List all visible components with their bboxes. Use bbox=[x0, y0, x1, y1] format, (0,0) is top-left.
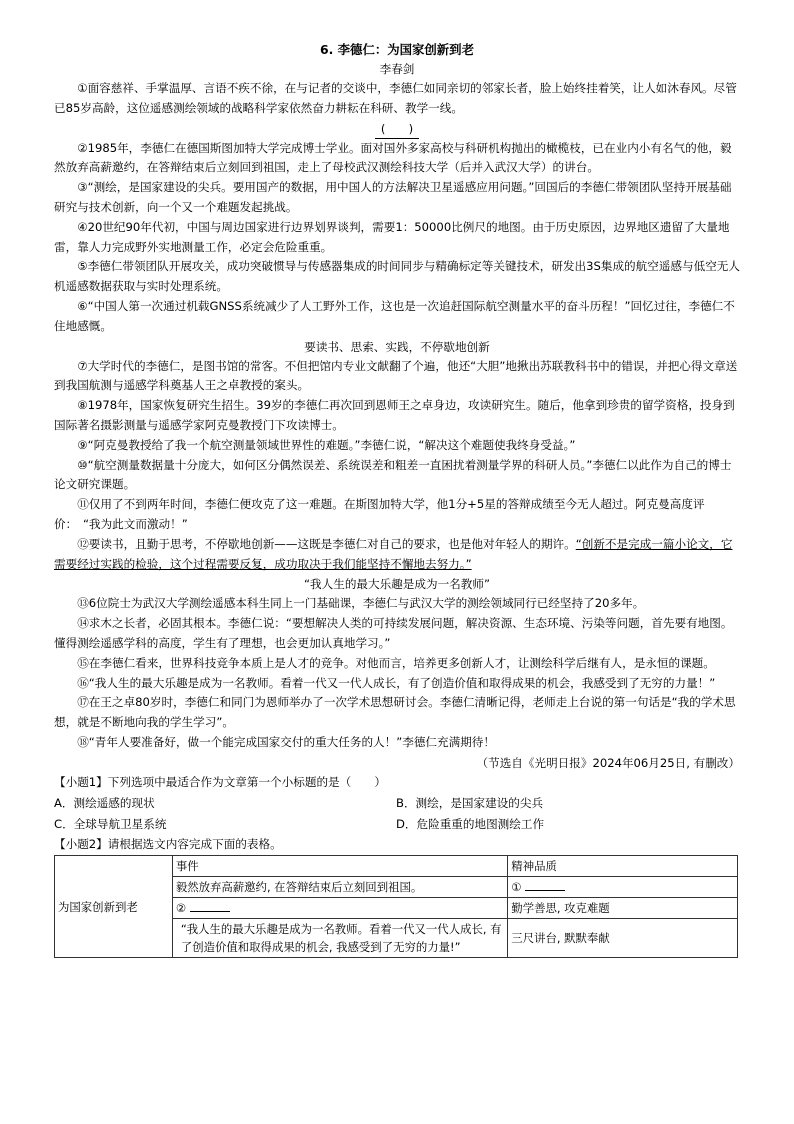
paragraph-15: ⑮在李德仁看来，世界科技竞争本质上是人才的竞争。对他而言，培养更多创新人才，让测绘科学后继有人，是永恒的课题。 bbox=[77, 655, 715, 670]
paragraph-14: ⑭求木之长者，必固其根本。李德仁说：“要想解决人类的可持续发展问题，解决资源、生态环境、污染等问题，首先要有地图。懂得测绘遥感学科的高度，学生有了理想，也会更加认真地学习。” bbox=[54, 616, 733, 650]
table-row-header: 为国家创新到老 bbox=[55, 856, 173, 958]
underlined-quote: “创新不是完成一篇小论文，它需要经过实践的检验，这个过程需要反复，成功取决于我们能坚持不懈地去努力。” bbox=[54, 536, 733, 571]
paragraph-3: ③“测绘，是国家建设的尖兵。要用国产的数据，用中国人的方法解决卫星遥感应用问题。”回国后的李德仁带领团队坚持开展基础研究与技术创新，向一个又一个难题发起挑战。 bbox=[54, 180, 732, 214]
article-author: 李春剑 bbox=[379, 62, 415, 76]
blank-1-label: ① bbox=[511, 880, 522, 895]
article-title: 6. 李德仁：为国家创新到老 bbox=[320, 42, 474, 57]
blank-1-line bbox=[525, 878, 565, 891]
paragraph-13: ⑬6位院士为武汉大学测绘遥感本科生同上一门基础课，李德仁与武汉大学的测绘领域同行已经坚持了20多年。 bbox=[77, 596, 645, 611]
blank-2-line bbox=[190, 899, 230, 912]
paragraph-9: ⑨“阿克曼教授给了我一个航空测量领域世界性的难题。”李德仁说，“解决这个难题使我终身受益。” bbox=[77, 437, 576, 452]
subheading-3: “我人生的最大乐趣是成为一名教师” bbox=[304, 577, 490, 592]
question-1: 【小题1】下列选项中最适合作为文章第一个小标题的是（ ） bbox=[54, 774, 387, 789]
paragraph-10: ⑩“航空测量数据量十分庞大，如何区分偶然误差、系统误差和粗差一直困扰着测量学界的科研人员。”李德仁以此作为自己的博士论文研究课题。 bbox=[54, 457, 732, 492]
option-b[interactable]: B．测绘，是国家建设的尖兵 bbox=[396, 795, 544, 810]
paragraph-12 bbox=[54, 535, 740, 575]
paragraph-7: ⑦大学时代的李德仁，是图书馆的常客。不但把馆内专业文献翻了个遍，他还“大胆”地揪出苏联教科书中的错误，并把心得文章送到我国航测与遥感学科奠基人王之卓教授的案头。 bbox=[54, 358, 738, 393]
paragraph-6: ⑥“中国人第一次通过机载GNSS系统减少了人工野外工作，这也是一次追赶国际航空测量水平的奋斗历程！”回忆过往，李德仁不住地感慨。 bbox=[54, 298, 735, 333]
blank-2-label: ② bbox=[175, 901, 187, 916]
table-event-1: 毅然放弃高薪邀约, 在答辩结束后立刻回到祖国。 bbox=[172, 877, 507, 898]
article-source: （节选自《光明日报》2024年06月25日, 有删改） bbox=[476, 755, 740, 770]
blank-subheading-text: ( ) bbox=[375, 121, 419, 139]
question-1-options bbox=[54, 793, 740, 835]
paragraph-4: ④20世纪90年代初，中国与周边国家进行边界划界谈判，需要1：50000比例尺的地图。由于历史原因，边界地区遗留了大量地雷，靠人力完成野外实地测量工作，必定会危险重重。 bbox=[54, 219, 730, 254]
table-quality-1-blank[interactable] bbox=[508, 877, 738, 898]
table-event-2-blank[interactable] bbox=[172, 898, 507, 919]
worksheet-page bbox=[54, 40, 740, 958]
option-d[interactable]: D．危险重重的地图测绘工作 bbox=[396, 816, 545, 831]
option-a[interactable]: A．测绘遥感的现状 bbox=[54, 795, 155, 810]
answer-table bbox=[54, 855, 738, 958]
table-header-event: 事件 bbox=[172, 856, 507, 877]
paragraph-1: ①面容慈祥、手掌温厚、言语不疾不徐，在与记者的交谈中，李德仁如同亲切的邻家长者，脸上始终挂着笑，让人如沐春风。尽管已85岁高龄，这位遥感测绘领域的战略科学家依然奋力耕耘在科研、教学一线。 bbox=[54, 81, 737, 115]
question-2: 【小题2】请根据选文内容完成下面的表格。 bbox=[54, 836, 282, 851]
blank-subheading bbox=[54, 119, 740, 139]
paragraph-8: ⑧1978年，国家恢复研究生招生。39岁的李德仁再次回到恩师王之卓身边，攻读研究生。随后，他拿到珍贵的留学资格，投身到国际著名摄影测量与遥感学家阿克曼教授门下攻读博士。 bbox=[54, 398, 735, 432]
paragraph-5: ⑤李德仁带领团队开展攻关，成功突破惯导与传感器集成的时间同步与精确标定等关键技术，研发出3S集成的航空遥感与低空无人机遥感数据获取与实时处理系统。 bbox=[54, 259, 740, 294]
table-event-3: “我人生的最大乐趣是成为一名教师。看着一代又一代人成长, 有了创造价值和取得成果的机会, 我感受到了无穷的力量!” bbox=[172, 919, 507, 958]
table-quality-3: 三尺讲台, 默默奉献 bbox=[508, 919, 738, 958]
paragraph-18: ⑱“青年人要准备好，做一个能完成国家交付的重大任务的人！”李德仁充满期待！ bbox=[77, 734, 495, 749]
paragraph-11: ⑪仅用了不到两年时间，李德仁便攻克了这一难题。在斯图加特大学，他1分+5星的答辩成绩至今无人超过。阿克曼高度评价： “我为此文而激动！” bbox=[54, 497, 705, 531]
option-c[interactable]: C．全球导航卫星系统 bbox=[54, 816, 167, 831]
paragraph-2: ②1985年，李德仁在德国斯图加特大学完成博士学业。面对国外多家高校与科研机构抛出的橄榄枝，已在业内小有名气的他，毅然放弃高薪邀约，在答辩结束后立刻回到祖国，走上了母校武汉测绘科技大学（后并入武汉大学）的讲台。 bbox=[54, 140, 732, 175]
subheading-2: 要读书、思索、实践，不停歇地创新 bbox=[304, 339, 490, 354]
paragraph-16: ⑯“我人生的最大乐趣是成为一名教师。看着一代又一代人成长，有了创造价值和取得成果的机会，我感受到了无穷的力量！” bbox=[77, 675, 716, 690]
paragraph-12-text: ⑫要读书，且勤于思考，不停歇地创新——这既是李德仁对自己的要求，也是他对年轻人的期许。 bbox=[77, 536, 576, 551]
table-quality-2: 勤学善思, 攻克难题 bbox=[508, 898, 738, 919]
paragraph-17: ⑰在王之卓80岁时，李德仁和同门为恩师举办了一次学术思想研讨会。李德仁清晰记得，老师走上台说的第一句话是“我的学术思想，就是不断地向我的学生学习”。 bbox=[54, 695, 736, 730]
table-header-quality: 精神品质 bbox=[508, 856, 738, 877]
